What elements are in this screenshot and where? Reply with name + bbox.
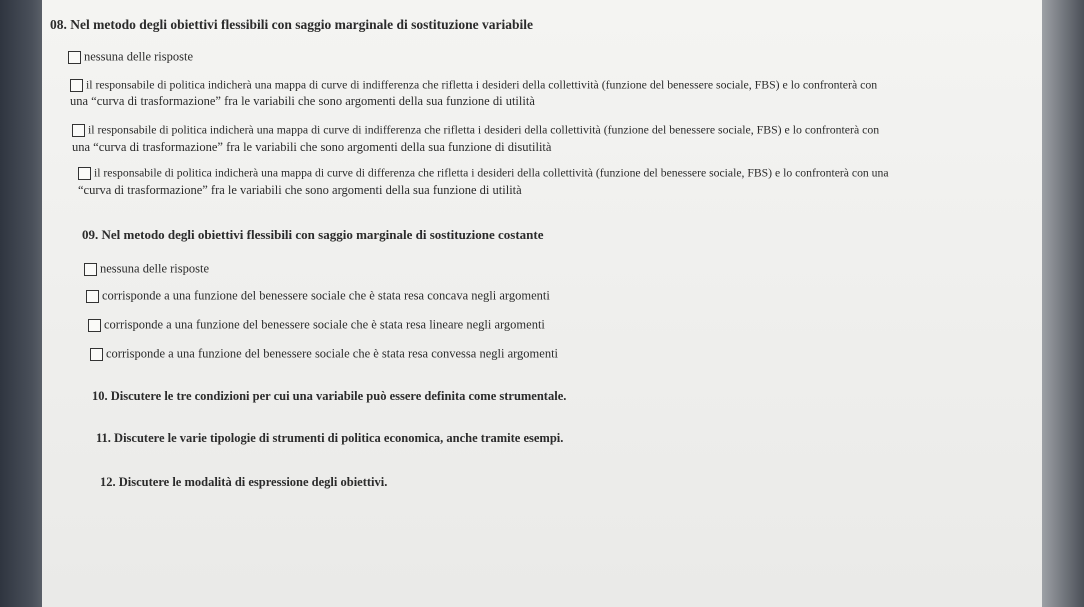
q08-option-1 — [68, 48, 193, 66]
question-08-title: 08. Nel metodo degli obiettivi flessibili con saggio marginale di sostituzione variabile — [50, 17, 533, 32]
q08-option-1-checkbox[interactable] — [68, 51, 81, 64]
q09-option-1-label: nessuna delle risposte — [100, 261, 210, 276]
q09-option-1-checkbox[interactable] — [84, 263, 97, 276]
question-10-title: 10. Discutere le tre condizioni per cui una variabile può essere definita come strumentale. — [92, 389, 567, 403]
q09-option-2-checkbox[interactable] — [86, 290, 99, 303]
q08-option-4 — [78, 164, 889, 182]
q09-option-3-checkbox[interactable] — [88, 319, 101, 332]
q08-option-2 — [70, 76, 877, 94]
q08-option-4-checkbox[interactable] — [78, 167, 91, 180]
question-09-title: 09. Nel metodo degli obiettivi flessibili con saggio marginale di sostituzione costante — [82, 227, 544, 242]
q09-option-3 — [88, 316, 545, 334]
q09-option-3-label: corrisponde a una funzione del benessere sociale che è stata resa lineare negli argomenti — [104, 317, 545, 332]
q08-option-3-label: il responsabile di politica indicherà una mappa di curve di indifferenza che rifletta i desideri della collettività (funzione del benessere sociale, FBS) e lo confronterà con — [88, 122, 880, 137]
question-11-title: 11. Discutere le varie tipologie di strumenti di politica economica, anche tramite esempi. — [96, 431, 564, 445]
q08-option-3 — [72, 121, 879, 139]
q08-option-2-checkbox[interactable] — [70, 79, 83, 92]
q09-option-4-checkbox[interactable] — [90, 348, 103, 361]
q08-option-2-label: il responsabile di politica indicherà una mappa di curve di indifferenza che rifletta i desideri della collettività (funzione del benessere sociale, FBS) e lo confronterà con — [86, 77, 878, 92]
q08-option-2-label-cont: una “curva di trasformazione” fra le variabili che sono argomenti della sua funzione di utilità — [70, 94, 535, 108]
q09-option-1 — [84, 260, 209, 278]
q08-option-3-label-cont: una “curva di trasformazione” fra le variabili che sono argomenti della sua funzione di disutilità — [72, 140, 552, 154]
q08-option-3-checkbox[interactable] — [72, 124, 85, 137]
q09-option-4 — [90, 345, 558, 363]
question-12-title: 12. Discutere le modalità di espressione degli obiettivi. — [100, 475, 388, 489]
q09-option-2-label: corrisponde a una funzione del benessere sociale che è stata resa concava negli argomenti — [102, 288, 550, 303]
q08-option-4-label: il responsabile di politica indicherà una mappa di curve di differenza che rifletta i desideri della collettività (funzione del benessere sociale, FBS) e lo confronterà con una — [94, 166, 889, 180]
q08-option-1-label: nessuna delle risposte — [84, 49, 194, 64]
q08-option-4-label-cont: “curva di trasformazione” fra le variabili che sono argomenti della sua funzione di utilità — [78, 183, 522, 197]
q09-option-4-label: corrisponde a una funzione del benessere sociale che è stata resa convessa negli argomenti — [106, 346, 559, 361]
q09-option-2 — [86, 287, 550, 305]
